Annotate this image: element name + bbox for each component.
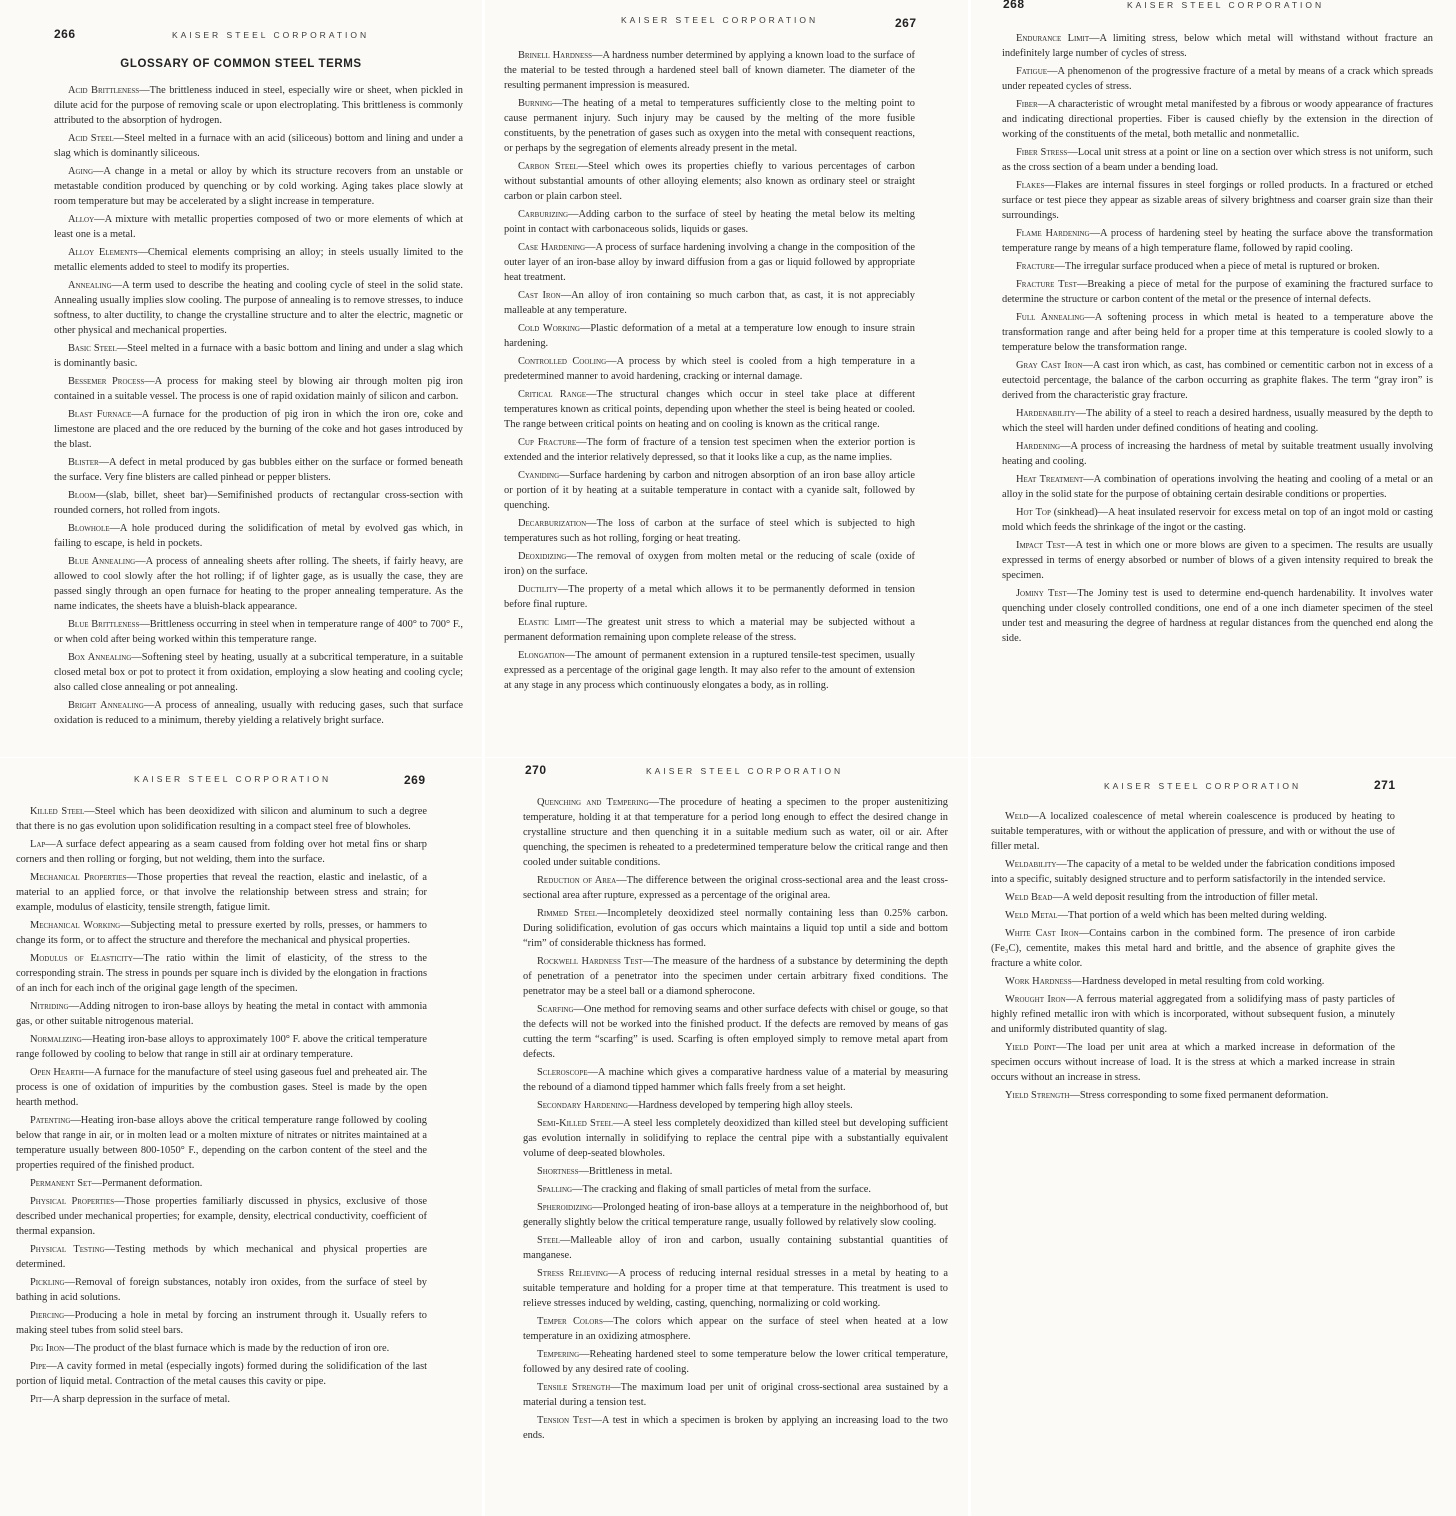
glossary-term: Carbon Steel [518, 161, 578, 172]
glossary-definition: —Steel melted in a furnace with a basic bottom and lining and under a slag which is dominantly basic. [54, 343, 464, 369]
glossary-entry [991, 908, 1395, 923]
glossary-definition: —The difference between the original cross-sectional area and the least cross-sectional area after rupture, expressed as a percentage of the original area. [523, 875, 948, 901]
glossary-term: Work Hardness [1005, 976, 1072, 987]
glossary-entry [504, 468, 915, 513]
glossary-term: Reduction of Area [537, 875, 617, 886]
glossary-definition: —The colors which appear on the surface of steel when heated at a low temperature in an oxidizing atmosphere. [523, 1316, 948, 1342]
glossary-entry [991, 809, 1395, 854]
glossary-definition: —One method for removing seams and other surface defects with chisel or gouge, so that the defects will not be worked into the finished product. If the defects are removed by means of gas cutting the term “scarfing” is used. Scarfing is often employed simply to remove metal apart from defects. [523, 1004, 948, 1060]
glossary-term: Alloy Elements [68, 247, 138, 258]
glossary-definition: —A process of hardening steel by heating the surface above the transformation temperature range by means of a high temperature flame, followed by rapid cooling. [1002, 228, 1434, 254]
glossary-entry [1002, 226, 1433, 256]
glossary-entry [523, 1182, 948, 1197]
glossary-term: Piercing [30, 1310, 65, 1321]
glossary-entry [523, 1098, 948, 1113]
glossary-term: Aging [68, 166, 94, 177]
glossary-term: Fiber [1016, 99, 1038, 110]
glossary-term: Blast Furnace [68, 409, 132, 420]
glossary-definition: —Permanent deformation. [91, 1178, 203, 1189]
glossary-definition: —Prolonged heating of iron-base alloys at a temperature in the neighborhood of, but generally slightly below the critical temperature range, usually followed by relatively slow cooling. [523, 1202, 948, 1228]
glossary-definition: —A sharp depression in the surface of metal. [42, 1394, 230, 1405]
glossary-entry [991, 926, 1395, 971]
glossary-definition: —A term used to describe the heating and cooling cycle of steel in the solid state. Annealing usually implies slow cooling. The purpose of annealing is to remove stresses, to induce softness, to alter ductility, to change the crystalline structure and to alter the electric, magnetic or other physical and mechanical properties. [54, 280, 463, 336]
glossary-definition: —The form of fracture of a tension test specimen when the exterior portion is extended and the interior relatively depressed, so that it looks like a cup, as the name implies. [504, 437, 915, 463]
glossary-definition: —Surface hardening by carbon and nitrogen absorption of an iron base alloy article or portion of it by heating at a suitable temperature in contact with a cyanide salt, followed by quenching. [504, 470, 915, 511]
page-number: 266 [54, 27, 76, 41]
glossary-entry [54, 278, 463, 338]
glossary-term: Blue Annealing [68, 556, 136, 567]
glossary-definition: —A process of increasing the hardness of metal by suitable treatment usually involving heating and cooling. [1002, 441, 1433, 467]
glossary-term: Modulus of Elasticity [30, 953, 133, 964]
glossary-term: Jominy Test [1016, 588, 1067, 599]
glossary-definition: —The amount of permanent extension in a ruptured tensile-test specimen, usually expressed as a percentage of the original gage length. It may also refer to the amount of extension at any stage in any process which continuously elongates a body, as in rolling. [504, 650, 915, 691]
glossary-entry [523, 1413, 948, 1443]
glossary-definition: —A phenomenon of the progressive fracture of a metal by means of a crack which spreads under repeated cycles of stress. [1002, 66, 1433, 92]
glossary-definition: —A process of annealing sheets after rolling. The sheets, if fairly heavy, are allowed to cool slowly after the hot rolling; if of lighter gage, as is usually the case, they are passed singly through an open furnace for heating to the proper annealing temperature. As the name indicates, the sheets have a bluish-black appearance. [54, 556, 463, 612]
glossary-definition: —The maximum load per unit of original cross-sectional area sustained by a material during a tension test. [523, 1382, 948, 1408]
glossary-definition: —A limiting stress, below which metal will withstand without fracture an indefinitely large number of cycles of stress. [1002, 33, 1434, 59]
glossary-term: Stress Relieving [537, 1268, 609, 1279]
glossary-term: Acid Brittleness [68, 85, 140, 96]
glossary-body [1002, 31, 1433, 649]
glossary-definition: —A surface defect appearing as a seam caused from folding over hot metal fins or sharp corners and then rolling or forging, but not welding, them into the surface. [16, 839, 427, 865]
glossary-definition: —Softening steel by heating, usually at a subcritical temperature, in a suitable closed metal box or pot to protect it from oxidation, employing a slow heating and cooling cycle; also called close annealing or pot annealing. [54, 652, 463, 693]
glossary-entry [504, 582, 915, 612]
glossary-entry [504, 648, 915, 693]
running-header: KAISER STEEL CORPORATION [1104, 781, 1302, 791]
glossary-entry [523, 954, 948, 999]
glossary-entry [1002, 145, 1433, 175]
glossary-definition: —Malleable alloy of iron and carbon, usually containing substantial quantities of manganese. [523, 1235, 948, 1261]
glossary-term: Weld [1005, 811, 1029, 822]
glossary-entry [523, 1164, 948, 1179]
glossary-entry [16, 1113, 427, 1173]
glossary-definition: —Brittleness in metal. [578, 1166, 673, 1177]
glossary-entry [504, 48, 915, 93]
glossary-definition: —A defect in metal produced by gas bubbles either on the surface or formed beneath the surface. Very fine blisters are called pinhead or pepper blisters. [54, 457, 463, 483]
glossary-definition: —Those properties familiarly discussed in physics, exclusive of those described under mechanical properties; for example, density, electrical conductivity, coefficient of thermal expansion. [16, 1196, 427, 1237]
glossary-term: Cyaniding [518, 470, 560, 481]
glossary-term: Rimmed Steel [537, 908, 597, 919]
glossary-entry [54, 521, 463, 551]
glossary-definition: —(slab, billet, sheet bar)—Semifinished products of rectangular cross-section with rounded corners, hot rolled from ingots. [54, 490, 463, 516]
glossary-definition: —A ferrous material aggregated from a solidifying mass of pasty particles of highly refined metallic iron with which is incorporated, without subsequent fusion, a minutely and uniformly distributed quantity of slag. [991, 994, 1396, 1035]
glossary-term: Weld Metal [1005, 910, 1058, 921]
glossary-term: Scarfing [537, 1004, 574, 1015]
glossary-entry [991, 1088, 1395, 1103]
glossary-term: Flakes [1016, 180, 1045, 191]
glossary-term: Lap [30, 839, 46, 850]
page-number: 270 [525, 763, 547, 777]
glossary-entry [523, 1380, 948, 1410]
glossary-definition: —The heating of a metal to temperatures sufficiently close to the melting point to cause permanent injury. Such injury may be caused by the melting of the more fusible constituents, by the penetration of gases such as oxygen into the metal with consequent reactions, or perhaps by the segregation of elements already present in the metal. [504, 98, 915, 154]
glossary-entry [523, 1200, 948, 1230]
glossary-entry [16, 1032, 427, 1062]
glossary-entry [523, 1002, 948, 1062]
glossary-definition: —A mixture with metallic properties composed of two or more elements of which at least one is a metal. [54, 214, 463, 240]
running-header: KAISER STEEL CORPORATION [172, 30, 370, 40]
glossary-entry [504, 354, 915, 384]
glossary-entry [504, 159, 915, 204]
glossary-definition: —Adding nitrogen to iron-base alloys by heating the metal in contact with ammonia gas, or other suitable nitrogenous material. [16, 1001, 427, 1027]
glossary-definition: —A change in a metal or alloy by which its structure recovers from an unstable or metastable condition produced by quenching or by cold working. Aging takes place slowly at room temperature but may be accelerated by a slight increase in temperature. [54, 166, 463, 207]
glossary-definition: —Plastic deformation of a metal at a temperature low enough to insure strain hardening. [504, 323, 915, 349]
glossary-term: Weld Bead [1005, 892, 1053, 903]
glossary-entry [16, 1065, 427, 1110]
glossary-definition: —The greatest unit stress to which a material may be subjected without a permanent deformation remaining upon complete release of the stress. [504, 617, 915, 643]
glossary-definition: —A test in which a specimen is broken by applying an increasing load to the two ends. [523, 1415, 948, 1441]
glossary-entry [991, 890, 1395, 905]
page-269 [0, 758, 482, 1516]
glossary-term: Box Annealing [68, 652, 132, 663]
glossary-term: Hardening [1016, 441, 1061, 452]
glossary-term: Acid Steel [68, 133, 114, 144]
glossary-term: Blue Brittleness [68, 619, 140, 630]
glossary-entry [54, 212, 463, 242]
glossary-definition: (sinkhead)—A heat insulated reservoir for excess metal on top of an ingot mold or casting mold which feeds the shrinkage of the ingot or the casting. [1002, 507, 1433, 533]
glossary-entry [504, 387, 915, 432]
glossary-entry [16, 1242, 427, 1272]
glossary-entry [16, 918, 427, 948]
glossary-definition: —The ability of a steel to reach a desired hardness, usually measured by the depth to which the steel will harden under defined conditions of heating and cooling. [1002, 408, 1433, 434]
glossary-entry [1002, 586, 1433, 646]
glossary-definition: —A process of annealing, usually with reducing gases, such that surface oxidation is reduced to a minimum, thereby yielding a relatively bright surface. [54, 700, 463, 726]
glossary-definition: —Subjecting metal to pressure exerted by rolls, presses, or hammers to change its form, or to affect the structure and therefore the mechanical and physical properties. [16, 920, 428, 946]
glossary-definition: —The measure of the hardness of a substance by determining the depth of penetration of a penetrator into the specimen under certain arbitrary fixed conditions. The penetrator may be a steel ball or a diamond spherocone. [523, 956, 948, 997]
glossary-term: Yield Point [1005, 1042, 1056, 1053]
glossary-term: Heat Treatment [1016, 474, 1084, 485]
glossary-term: Alloy [68, 214, 95, 225]
glossary-term: Cast Iron [518, 290, 561, 301]
glossary-entry [991, 974, 1395, 989]
glossary-term: Shortness [537, 1166, 579, 1177]
glossary-term: Open Hearth [30, 1067, 84, 1078]
page-271 [971, 758, 1456, 1516]
glossary-term: Spheroidizing [537, 1202, 593, 1213]
glossary-definition: —The property of a metal which allows it to be permanently deformed in tension before final rupture. [504, 584, 915, 610]
glossary-entry [1002, 505, 1433, 535]
glossary-entry [54, 164, 463, 209]
glossary-entry [1002, 439, 1433, 469]
glossary-definition: —A cavity formed in metal (especially ingots) formed during the solidification of the last portion of liquid metal. Contraction of the metal causes this cavity or pipe. [16, 1361, 427, 1387]
page-number: 267 [895, 16, 917, 30]
glossary-entry [523, 1116, 948, 1161]
glossary-term: Mechanical Working [30, 920, 121, 931]
glossary-term: Scleroscope [537, 1067, 588, 1078]
glossary-definition: —The brittleness induced in steel, especially wire or sheet, when pickled in dilute acid for the purpose of removing scale or upon electroplating. This brittleness is commonly attributed to the absorption of hydrogen. [54, 85, 463, 126]
glossary-definition: —Flakes are internal fissures in steel forgings or rolled products. In a fractured or etched surface or test piece they appear as sizable areas of silvery brightness and coarser grain size than their surroundings. [1002, 180, 1433, 221]
glossary-body [16, 804, 427, 1410]
glossary-definition: —Incompletely deoxidized steel normally containing less than 0.25% carbon. During solidification, evolution of gas occurs which maintains a liquid top until a side and bottom “rim” of considerable thickness has formed. [523, 908, 948, 949]
glossary-entry [991, 992, 1395, 1037]
glossary-entry [1002, 64, 1433, 94]
glossary-entry [504, 96, 915, 156]
glossary-term: Cup Fracture [518, 437, 577, 448]
glossary-entry [504, 516, 915, 546]
glossary-entry [54, 617, 463, 647]
glossary-entry [16, 1341, 427, 1356]
glossary-term: Deoxidizing [518, 551, 567, 562]
glossary-entry [54, 83, 463, 128]
glossary-definition: —Steel which owes its properties chiefly to various percentages of carbon without substantial amounts of other alloying elements; also known as ordinary steel or straight carbon or plain carbon steel. [504, 161, 915, 202]
glossary-entry [1002, 472, 1433, 502]
glossary-term: Brinell Hardness [518, 50, 593, 61]
glossary-entry [54, 245, 463, 275]
glossary-entry [1002, 277, 1433, 307]
glossary-definition: —Breaking a piece of metal for the purpose of examining the fractured surface to determine the structure or carbon content of the metal or the presence of internal defects. [1002, 279, 1434, 305]
glossary-term: Gray Cast Iron [1016, 360, 1083, 371]
glossary-term: Pig Iron [30, 1343, 65, 1354]
glossary-term: Normalizing [30, 1034, 82, 1045]
glossary-term: Pipe [30, 1361, 47, 1372]
page-267 [485, 0, 968, 757]
glossary-definition: —Hardness developed by tempering high alloy steels. [627, 1100, 853, 1111]
glossary-term: Elongation [518, 650, 565, 661]
page-266 [0, 0, 482, 757]
glossary-term: Tempering [537, 1349, 580, 1360]
glossary-term: Permanent Set [30, 1178, 92, 1189]
glossary-entry [523, 873, 948, 903]
glossary-entry [54, 488, 463, 518]
glossary-definition: —A furnace for the production of pig iron in which the iron ore, coke and limestone are placed and the ore reduced by the burning of the coke and hot gases introduced by the blast. [54, 409, 463, 450]
glossary-term: Tensile Strength [537, 1382, 611, 1393]
glossary-entry [1002, 259, 1433, 274]
glossary-entry [523, 1347, 948, 1377]
glossary-definition: —A hardness number determined by applying a known load to the surface of the material to be tested through a hardened steel ball of known diameter. The diameter of the resulting permanent impression is measured. [504, 50, 916, 91]
glossary-entry [1002, 358, 1433, 403]
glossary-definition: —Local unit stress at a point or line on a section over which stress is not uniform, such as the cross section of a beam under a bending load. [1002, 147, 1434, 173]
glossary-definition: —Stress corresponding to some fixed permanent deformation. [1069, 1090, 1329, 1101]
glossary-term: Pit [30, 1394, 43, 1405]
glossary-definition: —Adding carbon to the surface of steel by heating the metal below its melting point in contact with carbonaceous solids, liquids or gases. [504, 209, 915, 235]
glossary-term: Carburizing [518, 209, 569, 220]
glossary-entry [1002, 178, 1433, 223]
glossary-body [991, 809, 1395, 1106]
glossary-definition: —A localized coalescence of metal wherein coalescence is produced by heating to suitable temperatures, with or without the application of pressure, and with or without the use of filler metal. [991, 811, 1395, 852]
glossary-term: Basic Steel [68, 343, 117, 354]
glossary-entry [54, 341, 463, 371]
glossary-entry [523, 795, 948, 870]
glossary-term: Flame Hardening [1016, 228, 1090, 239]
glossary-term: Cold Working [518, 323, 580, 334]
glossary-definition: —Testing methods by which mechanical and physical properties are determined. [16, 1244, 427, 1270]
glossary-term: Secondary Hardening [537, 1100, 628, 1111]
glossary-term: Fracture Test [1016, 279, 1077, 290]
glossary-term: Controlled Cooling [518, 356, 607, 367]
page-268 [971, 0, 1456, 757]
glossary-definition: —Producing a hole in metal by forcing an instrument through it. Usually refers to making steel tubes from solid steel bars. [16, 1310, 427, 1336]
glossary-term: Quenching and Tempering [537, 797, 649, 808]
glossary-term: Mechanical Properties [30, 872, 127, 883]
glossary-term: Semi-Killed Steel [537, 1118, 613, 1129]
glossary-entry [504, 240, 915, 285]
glossary-definition: —A process by which steel is cooled from a high temperature in a predetermined manner to avoid hardening, cracking or internal damage. [504, 356, 916, 382]
glossary-entry [54, 407, 463, 452]
glossary-definition: —A characteristic of wrought metal manifested by a fibrous or woody appearance of fractures and indicating directional properties. Fiber is caused chiefly by the extension in the direction of working of the constituents of the metal, both metallic and nonmetallic. [1002, 99, 1433, 140]
glossary-entry [16, 1359, 427, 1389]
glossary-entry [504, 207, 915, 237]
page-number: 269 [404, 773, 426, 787]
glossary-term: Bessemer Process [68, 376, 145, 387]
glossary-definition: —A hole produced during the solidification of metal by evolved gas which, in failing to escape, is held in pockets. [54, 523, 463, 549]
glossary-definition: —Contains carbon in the combined form. The presence of iron carbide (Fe₃C), cementite, makes this metal hard and brittle, and the absence of graphite gives the fracture a white color. [991, 928, 1395, 969]
glossary-entry [16, 1194, 427, 1239]
page-270 [485, 758, 968, 1516]
glossary-term: White Cast Iron [1005, 928, 1079, 939]
glossary-definition: —A steel less completely deoxidized than killed steel but developing sufficient gas evolution internally in solidifying to replace the central pipe with a substantially equivalent volume of deep-seated blowholes. [523, 1118, 948, 1159]
running-header: KAISER STEEL CORPORATION [1127, 0, 1325, 10]
glossary-term: Fracture [1016, 261, 1055, 272]
glossary-entry [523, 906, 948, 951]
glossary-definition: —A process of reducing internal residual stresses in a metal by heating to a suitable temperature and holding for a proper time at that temperature. This treatment is used to relieve stresses induced by welding, casting, quenching, normalizing or cold working. [523, 1268, 948, 1309]
glossary-definition: —Heating iron-base alloys to approximately 100° F. above the critical temperature range followed by cooling to below that range in still air at ordinary temperature. [16, 1034, 427, 1060]
glossary-entry [16, 1275, 427, 1305]
glossary-body [54, 83, 463, 731]
glossary-definition: —The procedure of heating a specimen to the proper austenitizing temperature, holding it at that temperature for a period long enough to effect the desired change in crystalline structure and then quenching it in a suitable medium such as water, oil or air. After quenching, the specimen is reheated to a predetermined temperature below the critical range and then cooled under suitable conditions. [523, 797, 948, 868]
glossary-term: Spalling [537, 1184, 573, 1195]
glossary-term: Physical Properties [30, 1196, 115, 1207]
glossary-entry [54, 650, 463, 695]
glossary-body [504, 48, 915, 696]
glossary-entry [16, 804, 427, 834]
glossary-entry [16, 951, 427, 996]
glossary-definition: —The capacity of a metal to be welded under the fabrication conditions imposed into a specific, suitably designed structure and to perform satisfactorily in the intended service. [991, 859, 1395, 885]
glossary-entry [1002, 97, 1433, 142]
glossary-entry [991, 857, 1395, 887]
glossary-entry [504, 435, 915, 465]
glossary-definition: —Brittleness occurring in steel when in temperature range of 400° to 700° F., or when cold after being worked within this temperature range. [54, 619, 463, 645]
glossary-entry [54, 131, 463, 161]
glossary-entry [16, 999, 427, 1029]
glossary-term: Physical Testing [30, 1244, 105, 1255]
glossary-term: Impact Test [1016, 540, 1066, 551]
glossary-entry [16, 1308, 427, 1338]
glossary-definition: —The loss of carbon at the surface of steel which is subjected to high temperatures such as hot rolling, forging or heat treating. [504, 518, 915, 544]
glossary-term: Yield Strength [1005, 1090, 1070, 1101]
glossary-term: Case Hardening [518, 242, 586, 253]
glossary-term: Nitriding [30, 1001, 69, 1012]
glossary-entry [54, 455, 463, 485]
glossary-definition: —A softening process in which metal is heated to a temperature above the transformation range and after being held for a proper time at this temperature is cooled slowly to a temperature below the transformation range. [1002, 312, 1433, 353]
glossary-entry [1002, 406, 1433, 436]
glossary-definition: —The structural changes which occur in steel take place at different temperatures known as critical points, depending upon whether the steel is being heated or cooled. The range between critical points on heating and on cooling is known as the critical range. [504, 389, 915, 430]
glossary-definition: —The irregular surface produced when a piece of metal is ruptured or broken. [1054, 261, 1380, 272]
glossary-term: Fatigue [1016, 66, 1048, 77]
glossary-entry [991, 1040, 1395, 1085]
glossary-term: Full Annealing [1016, 312, 1085, 323]
glossary-term: Endurance Limit [1016, 33, 1090, 44]
glossary-term: Temper Colors [537, 1316, 603, 1327]
running-header: KAISER STEEL CORPORATION [646, 766, 844, 776]
glossary-term: Bright Annealing [68, 700, 144, 711]
page-number: 268 [1003, 0, 1025, 11]
glossary-definition: —A combination of operations involving the heating and cooling of a metal or an alloy in the solid state for the purpose of obtaining certain desirable conditions or properties. [1002, 474, 1433, 500]
glossary-term: Hot Top [1016, 507, 1051, 518]
glossary-term: Killed Steel [30, 806, 85, 817]
glossary-entry [523, 1233, 948, 1263]
glossary-definition: —A test in which one or more blows are given to a specimen. The results are usually expressed in terms of energy absorbed or number of blows of a given intensity required to break the specimen. [1002, 540, 1433, 581]
glossary-definition: —The cracking and flaking of small particles of metal from the surface. [572, 1184, 871, 1195]
glossary-definition: —Steel which has been deoxidized with silicon and aluminum to such a degree that there is no gas evolution upon solidification resulting in a compact steel free of blowholes. [16, 806, 427, 832]
glossary-entry [523, 1314, 948, 1344]
glossary-term: Decarburization [518, 518, 587, 529]
glossary-term: Hardenability [1016, 408, 1076, 419]
glossary-term: Wrought Iron [1005, 994, 1066, 1005]
glossary-term: Bloom [68, 490, 96, 501]
glossary-definition: —Hardness developed in metal resulting from cold working. [1071, 976, 1325, 987]
glossary-definition: —The ratio within the limit of elasticity, of the stress to the corresponding strain. The stress in pounds per square inch is divided by the elongation in fractions of an inch for each inch of the original gage length of the specimen. [16, 953, 427, 994]
page-number: 271 [1374, 778, 1396, 792]
glossary-title: GLOSSARY OF COMMON STEEL TERMS [120, 58, 362, 70]
glossary-body [523, 795, 948, 1446]
glossary-term: Blister [68, 457, 99, 468]
glossary-definition: —A machine which gives a comparative hardness value of a material by measuring the rebound of a diamond tipped hammer which falls freely from a set height. [523, 1067, 948, 1093]
glossary-term: Tension Test [537, 1415, 592, 1426]
glossary-definition: —Steel melted in a furnace with an acid (siliceous) bottom and lining and under a slag which is dominantly siliceous. [54, 133, 463, 159]
glossary-entry [16, 1176, 427, 1191]
glossary-entry [504, 615, 915, 645]
glossary-entry [54, 698, 463, 728]
glossary-definition: —A process for making steel by blowing air through molten pig iron contained in a suitable vessel. The process is one of rapid oxidation mainly of silicon and carbon. [54, 376, 463, 402]
glossary-definition: —Chemical elements comprising an alloy; in steels usually limited to the metallic elements added to steel to modify its properties. [54, 247, 463, 273]
glossary-entry [16, 870, 427, 915]
glossary-entry [504, 549, 915, 579]
glossary-entry [504, 321, 915, 351]
glossary-term: Weldability [1005, 859, 1057, 870]
glossary-definition: —Heating iron-base alloys above the critical temperature range followed by cooling below that range in air, or in molten lead or a molten mixture of nitrates or nitrites maintained at a temperature usually between 800-1050° F., depending on the carbon content of the steel and the properties required of the finished product. [16, 1115, 427, 1171]
running-header: KAISER STEEL CORPORATION [134, 774, 332, 784]
glossary-definition: —Removal of foreign substances, notably iron oxides, from the surface of steel by bathing in acid solutions. [16, 1277, 427, 1303]
glossary-term: Patenting [30, 1115, 71, 1126]
glossary-definition: —The Jominy test is used to determine end-quench hardenability. It involves water quenching under closely controlled conditions, one end of a one inch diameter specimen of the steel under test and measuring the degree of hardness at regular distances from the quenched end along the side. [1002, 588, 1434, 644]
glossary-definition: —The removal of oxygen from molten metal or the reducing of scale (oxide of iron) on the surface. [504, 551, 915, 577]
glossary-entry [16, 1392, 427, 1407]
glossary-entry [54, 374, 463, 404]
glossary-definition: —Reheating hardened steel to some temperature below the lower critical temperature, followed by any desired rate of cooling. [523, 1349, 948, 1375]
glossary-entry [1002, 310, 1433, 355]
glossary-definition: —That portion of a weld which has been melted during welding. [1057, 910, 1327, 921]
glossary-definition: —A cast iron which, as cast, has combined or cementitic carbon not in excess of a eutectoid percentage, the balance of the carbon occurring as graphite flakes. The term “gray iron” is derived from the characteristic gray fracture. [1002, 360, 1434, 401]
glossary-term: Rockwell Hardness Test [537, 956, 643, 967]
glossary-definition: —A furnace for the manufacture of steel using gaseous fuel and preheated air. The process is one of oxidation of impurities by the combustion gases. Steel is made by the open hearth method. [16, 1067, 427, 1108]
glossary-entry [504, 288, 915, 318]
glossary-term: Critical Range [518, 389, 587, 400]
glossary-definition: —A weld deposit resulting from the introduction of filler metal. [1052, 892, 1318, 903]
glossary-definition: —A process of surface hardening involving a change in the composition of the outer layer of an iron-base alloy by inward diffusion from a gas or liquid followed by appropriate heat treatment. [504, 242, 916, 283]
glossary-definition: —The load per unit area at which a marked increase in deformation of the specimen occurs without increase of load. It is the stress at which a marked increase in strain occurs without an increase in stress. [991, 1042, 1395, 1083]
glossary-definition: —Those properties that reveal the reaction, elastic and inelastic, of a material to an applied force, or that involve the relationship between stress and strain; for example, modulus of elasticity, tensile strength, fatigue limit. [16, 872, 427, 913]
glossary-entry [16, 837, 427, 867]
glossary-term: Blowhole [68, 523, 110, 534]
glossary-entry [1002, 538, 1433, 583]
glossary-entry [1002, 31, 1433, 61]
running-header: KAISER STEEL CORPORATION [621, 15, 819, 25]
glossary-term: Annealing [68, 280, 112, 291]
glossary-term: Elastic Limit [518, 617, 576, 628]
glossary-term: Fiber Stress [1016, 147, 1068, 158]
glossary-term: Steel [537, 1235, 560, 1246]
glossary-entry [54, 554, 463, 614]
glossary-definition: —An alloy of iron containing so much carbon that, as cast, it is not appreciably malleable at any temperature. [504, 290, 915, 316]
glossary-term: Burning [518, 98, 553, 109]
glossary-entry [523, 1266, 948, 1311]
glossary-definition: —The product of the blast furnace which is made by the reduction of iron ore. [64, 1343, 390, 1354]
glossary-entry [523, 1065, 948, 1095]
glossary-term: Pickling [30, 1277, 65, 1288]
glossary-term: Ductility [518, 584, 558, 595]
